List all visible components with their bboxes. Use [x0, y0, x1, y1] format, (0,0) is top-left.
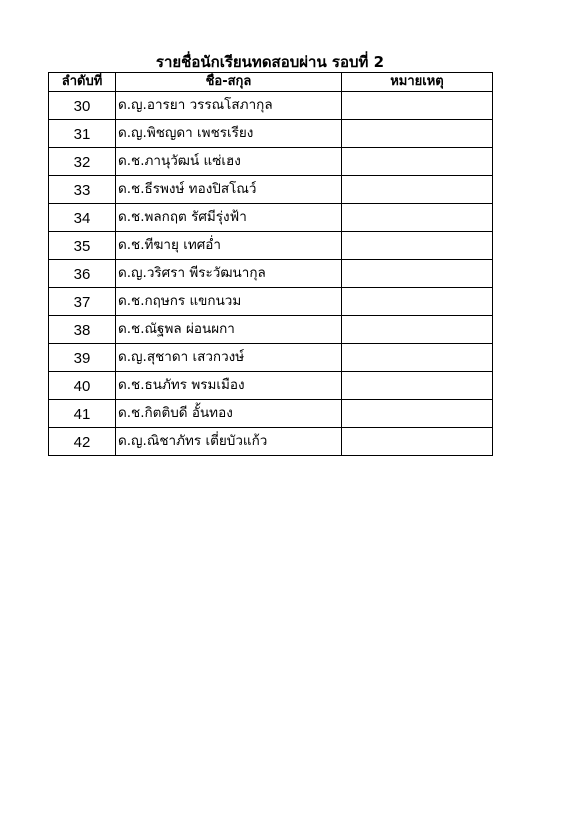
table-row	[49, 344, 493, 372]
table-row	[49, 260, 493, 288]
student-name: ด.ช.ธีรพงษ์ ทองปิสโณว์	[116, 176, 342, 204]
remark-cell	[342, 204, 493, 232]
student-name: ด.ช.ณัฐพล ผ่อนผกา	[116, 316, 342, 344]
remark-cell	[342, 400, 493, 428]
column-header-remark: หมายเหตุ	[342, 73, 493, 92]
remark-cell	[342, 92, 493, 120]
student-name: ด.ญ.พิชญดา เพชรเรียง	[116, 120, 342, 148]
remark-cell	[342, 232, 493, 260]
remark-cell	[342, 260, 493, 288]
row-number: 30	[49, 92, 116, 120]
student-name: ด.ช.ทีฆายุ เทศอ่ำ	[116, 232, 342, 260]
student-name: ด.ญ.ณิชาภัทร เตี่ยบัวแก้ว	[116, 428, 342, 456]
table-body	[49, 92, 493, 456]
remark-cell	[342, 372, 493, 400]
remark-cell	[342, 344, 493, 372]
row-number: 38	[49, 316, 116, 344]
table-row	[49, 232, 493, 260]
row-number: 42	[49, 428, 116, 456]
row-number: 33	[49, 176, 116, 204]
table-row	[49, 120, 493, 148]
remark-cell	[342, 120, 493, 148]
student-name: ด.ช.ภานุวัฒน์ แซ่เฮง	[116, 148, 342, 176]
row-number: 34	[49, 204, 116, 232]
table-row	[49, 176, 493, 204]
student-name: ด.ช.ธนภัทร พรมเมือง	[116, 372, 342, 400]
table-row	[49, 372, 493, 400]
student-name: ด.ญ.สุชาดา เสวกวงษ์	[116, 344, 342, 372]
table-row	[49, 204, 493, 232]
row-number: 32	[49, 148, 116, 176]
remark-cell	[342, 316, 493, 344]
table-header	[49, 73, 493, 92]
student-name: ด.ช.กฤษกร แขกนวม	[116, 288, 342, 316]
student-name: ด.ช.กิตติบดี อั้นทอง	[116, 400, 342, 428]
student-name: ด.ญ.วริศรา พีระวัฒนากุล	[116, 260, 342, 288]
sheet-title: รายชื่อนักเรียนทดสอบผ่าน รอบที่ 2	[155, 53, 385, 71]
table-row	[49, 92, 493, 120]
student-name: ด.ช.พลกฤต รัศมีรุ่งฟ้า	[116, 204, 342, 232]
remark-cell	[342, 176, 493, 204]
table-row	[49, 316, 493, 344]
row-number: 36	[49, 260, 116, 288]
student-roster-table	[48, 72, 493, 456]
table-row	[49, 428, 493, 456]
row-number: 40	[49, 372, 116, 400]
row-number: 37	[49, 288, 116, 316]
column-header-name: ชื่อ-สกุล	[116, 73, 342, 92]
remark-cell	[342, 288, 493, 316]
header-row	[49, 73, 493, 92]
row-number: 41	[49, 400, 116, 428]
table-row	[49, 148, 493, 176]
table-row	[49, 288, 493, 316]
column-header-number: ลำดับที่	[49, 73, 116, 92]
remark-cell	[342, 428, 493, 456]
row-number: 39	[49, 344, 116, 372]
row-number: 31	[49, 120, 116, 148]
row-number: 35	[49, 232, 116, 260]
table-row	[49, 400, 493, 428]
student-name: ด.ญ.อารยา วรรณโสภากุล	[116, 92, 342, 120]
remark-cell	[342, 148, 493, 176]
